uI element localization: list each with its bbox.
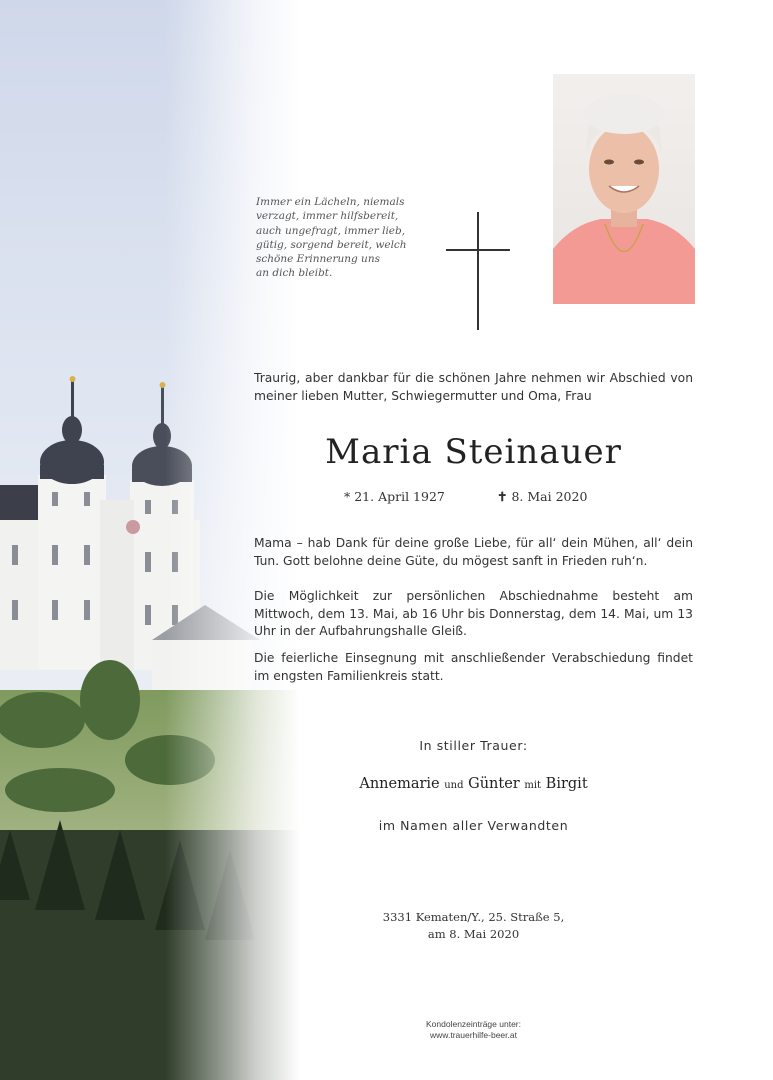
family-names	[254, 776, 693, 792]
family-name-2: Günter	[468, 776, 520, 792]
cross-icon	[446, 212, 510, 330]
deceased-name: Maria Steinauer	[325, 432, 622, 472]
condolence-block	[254, 1019, 693, 1041]
death-date: 8. Mai 2020	[511, 489, 588, 504]
cross-small-icon: ✝	[497, 489, 508, 504]
relatives-line: im Namen aller Verwandten	[378, 818, 569, 833]
family-conjunction-2: mit	[524, 780, 542, 791]
poem-text: Immer ein Lächeln, niemals verzagt, immer hilfsbereit, auch ungefragt, immer lieb, gütig, sorgend bereit, welch schöne Erinnerung uns an dich bleibt.	[256, 196, 407, 280]
condolence-url[interactable]: www.trauerhilfe-beer.at	[430, 1030, 517, 1040]
family-name-3: Birgit	[545, 776, 588, 792]
condolence-label: Kondolenzeinträge unter:	[426, 1019, 521, 1029]
address-line-1: 3331 Kematen/Y., 25. Straße 5,	[382, 910, 565, 924]
portrait-photo	[553, 74, 695, 304]
birth-date: * 21. April 1927	[344, 489, 445, 504]
family-name-1: Annemarie	[359, 776, 440, 792]
death-date-group	[497, 489, 587, 504]
intro-text: Traurig, aber dankbar für die schönen Jahre nehmen wir Abschied von meiner lieben Mutter, Schwiegermutter und Oma, Frau	[254, 371, 693, 403]
family-conjunction-1: und	[444, 780, 464, 791]
blessing-info-paragraph: Die feierliche Einsegnung mit anschließender Verabschiedung findet im engsten Familienkreis statt.	[254, 651, 693, 683]
address-block	[254, 909, 693, 943]
mourning-heading: In stiller Trauer:	[419, 738, 528, 753]
farewell-info-paragraph: Die Möglichkeit zur persönlichen Abschiednahme besteht am Mittwoch, dem 13. Mai, ab 16 Uhr bis Donnerstag, dem 14. Mai, um 13 Uhr in der Aufbahrungshalle Gleiß.	[254, 589, 693, 639]
address-line-2: am 8. Mai 2020	[427, 927, 520, 941]
gratitude-paragraph: Mama – hab Dank für deine große Liebe, für all‘ dein Mühen, all‘ dein Tun. Gott belohne deine Güte, du mögest sanft in Frieden ruh‘n.	[254, 536, 693, 568]
